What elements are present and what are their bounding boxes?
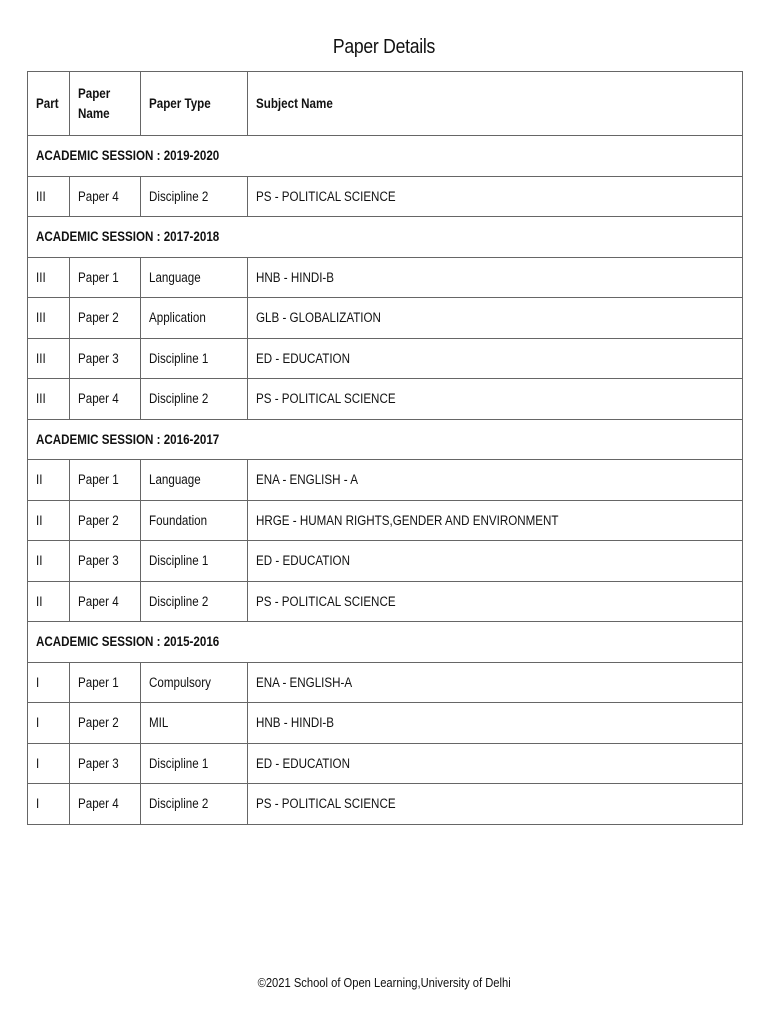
cell-paper-name: Paper 4	[70, 581, 141, 622]
cell-part: I	[28, 703, 70, 744]
table-row	[28, 298, 743, 339]
column-header-subject-name: Subject Name	[248, 72, 743, 136]
paper-details-table	[27, 71, 743, 825]
table-row	[28, 703, 743, 744]
cell-subject-name: ED - EDUCATION	[248, 743, 743, 784]
cell-paper-name: Paper 1	[70, 460, 141, 501]
cell-paper-type: Discipline 2	[141, 784, 248, 825]
cell-paper-type: MIL	[141, 703, 248, 744]
cell-paper-type: Compulsory	[141, 662, 248, 703]
session-header-row	[28, 136, 743, 177]
column-header-paper-type: Paper Type	[141, 72, 248, 136]
cell-paper-type: Discipline 1	[141, 743, 248, 784]
session-label: ACADEMIC SESSION : 2015-2016	[28, 622, 743, 663]
cell-part: I	[28, 743, 70, 784]
cell-part: II	[28, 581, 70, 622]
cell-paper-name: Paper 3	[70, 743, 141, 784]
cell-subject-name: HRGE - HUMAN RIGHTS,GENDER AND ENVIRONMENT	[248, 500, 743, 541]
cell-subject-name: ENA - ENGLISH - A	[248, 460, 743, 501]
table-row	[28, 662, 743, 703]
cell-part: III	[28, 176, 70, 217]
cell-paper-type: Discipline 2	[141, 581, 248, 622]
cell-paper-name: Paper 3	[70, 541, 141, 582]
cell-part: III	[28, 338, 70, 379]
table-row	[28, 176, 743, 217]
cell-paper-name: Paper 4	[70, 379, 141, 420]
footer-copyright: ©2021 School of Open Learning,University of Delhi	[257, 975, 511, 990]
session-label: ACADEMIC SESSION : 2017-2018	[28, 217, 743, 258]
cell-paper-type: Discipline 1	[141, 338, 248, 379]
session-label: ACADEMIC SESSION : 2016-2017	[28, 419, 743, 460]
cell-part: II	[28, 460, 70, 501]
cell-subject-name: HNB - HINDI-B	[248, 257, 743, 298]
cell-paper-name: Paper 4	[70, 784, 141, 825]
table-row	[28, 500, 743, 541]
cell-paper-name: Paper 1	[70, 257, 141, 298]
page-title: Paper Details	[332, 36, 436, 58]
cell-paper-name: Paper 1	[70, 662, 141, 703]
cell-subject-name: GLB - GLOBALIZATION	[248, 298, 743, 339]
session-label: ACADEMIC SESSION : 2019-2020	[28, 136, 743, 177]
cell-subject-name: PS - POLITICAL SCIENCE	[248, 784, 743, 825]
cell-subject-name: ENA - ENGLISH-A	[248, 662, 743, 703]
cell-paper-type: Discipline 1	[141, 541, 248, 582]
cell-part: II	[28, 500, 70, 541]
column-header-part: Part	[28, 72, 70, 136]
table-row	[28, 379, 743, 420]
session-header-row	[28, 419, 743, 460]
table-row	[28, 460, 743, 501]
cell-part: II	[28, 541, 70, 582]
cell-subject-name: PS - POLITICAL SCIENCE	[248, 581, 743, 622]
column-header-paper-name: Paper Name	[70, 72, 141, 136]
cell-paper-name: Paper 2	[70, 703, 141, 744]
table-row	[28, 581, 743, 622]
table-row	[28, 338, 743, 379]
cell-subject-name: PS - POLITICAL SCIENCE	[248, 379, 743, 420]
table-body	[28, 136, 743, 825]
table-row	[28, 784, 743, 825]
cell-paper-name: Paper 4	[70, 176, 141, 217]
cell-paper-name: Paper 2	[70, 500, 141, 541]
cell-paper-type: Discipline 2	[141, 176, 248, 217]
table-row	[28, 541, 743, 582]
cell-subject-name: HNB - HINDI-B	[248, 703, 743, 744]
table-row	[28, 743, 743, 784]
table-row	[28, 257, 743, 298]
cell-paper-type: Language	[141, 460, 248, 501]
cell-part: III	[28, 257, 70, 298]
cell-paper-type: Foundation	[141, 500, 248, 541]
cell-paper-name: Paper 3	[70, 338, 141, 379]
cell-subject-name: ED - EDUCATION	[248, 541, 743, 582]
session-header-row	[28, 217, 743, 258]
cell-part: I	[28, 662, 70, 703]
cell-part: III	[28, 379, 70, 420]
cell-subject-name: PS - POLITICAL SCIENCE	[248, 176, 743, 217]
cell-part: I	[28, 784, 70, 825]
cell-paper-type: Discipline 2	[141, 379, 248, 420]
session-header-row	[28, 622, 743, 663]
cell-paper-type: Application	[141, 298, 248, 339]
cell-paper-name: Paper 2	[70, 298, 141, 339]
cell-paper-type: Language	[141, 257, 248, 298]
cell-part: III	[28, 298, 70, 339]
cell-subject-name: ED - EDUCATION	[248, 338, 743, 379]
table-header-row	[28, 72, 743, 136]
